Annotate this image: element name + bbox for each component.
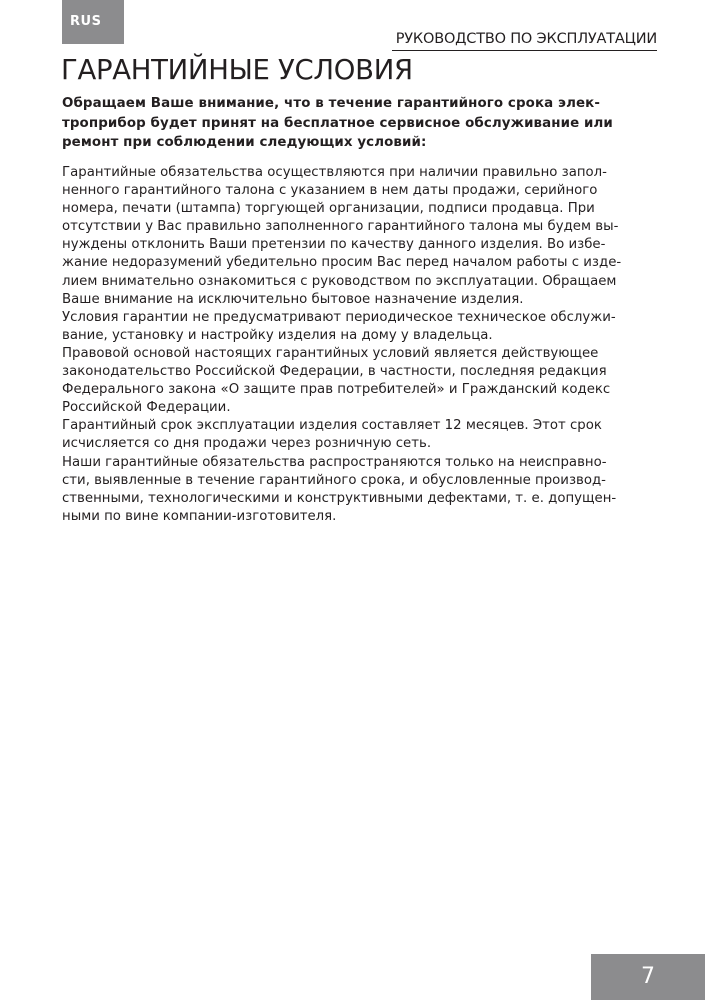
page-title: ГАРАНТИЙНЫЕ УСЛОВИЯ — [61, 54, 413, 86]
body-text — [62, 164, 644, 526]
running-head: РУКОВОДСТВО ПО ЭКСПЛУАТАЦИИ — [395, 31, 657, 47]
paragraph-warranty-period: Гарантийный срок эксплуатации изделия составляет 12 месяцев. Этот срок исчисляется со дня продажи через розничную сеть. — [62, 418, 602, 452]
lead-paragraph: Обращаем Ваше внимание, что в течение гарантийного срока элек- троприбор будет принят на бесплатное сервисное обслуживание или ремонт при соблюдении следующих условий: — [62, 96, 613, 150]
paragraph-legal-basis: Правовой основой настоящих гарантийных условий является действующее законодательство Российской Федерации, в частности, последняя редакция Федерального закона «О защите прав потребителей» и Гражданский кодекс Российской Федерации. — [62, 345, 611, 416]
paragraph-obligations-scope: Наши гарантийные обязательства распространяются только на неисправно- сти, выявленные в течение гарантийного срока, и обусловленные производ- ственными, технологическими и конструктивными дефектами, т. е. допущен- ными по вине компании-изготовителя. — [62, 454, 617, 524]
page-number: 7 — [591, 954, 705, 1000]
language-tab: RUS — [62, 0, 124, 44]
paragraph-warranty-card: Гарантийные обязательства осуществляются при наличии правильно запол- ненного гарантийного талона с указанием в нем даты продажи, серийного номера, печати (штампа) торгующей организации, подписи продавца. При отсутствии у Вас правильно заполненного гарантийного талона мы будем вы- нуждены отклонить Ваши претензии по качеству данного изделия. Во избе- жание недоразумений убедительно просим Вас перед началом работы с изде- лием внимательно ознакомиться с руководством по эксплуатации. Обращаем Ваше внимание на исключительно бытовое назначение изделия. — [62, 165, 622, 307]
header-rule — [392, 50, 657, 51]
paragraph-maintenance: Условия гарантии не предусматривают периодическое техническое обслужи- вание, установку и настройку изделия на дому у владельца. — [62, 309, 616, 343]
